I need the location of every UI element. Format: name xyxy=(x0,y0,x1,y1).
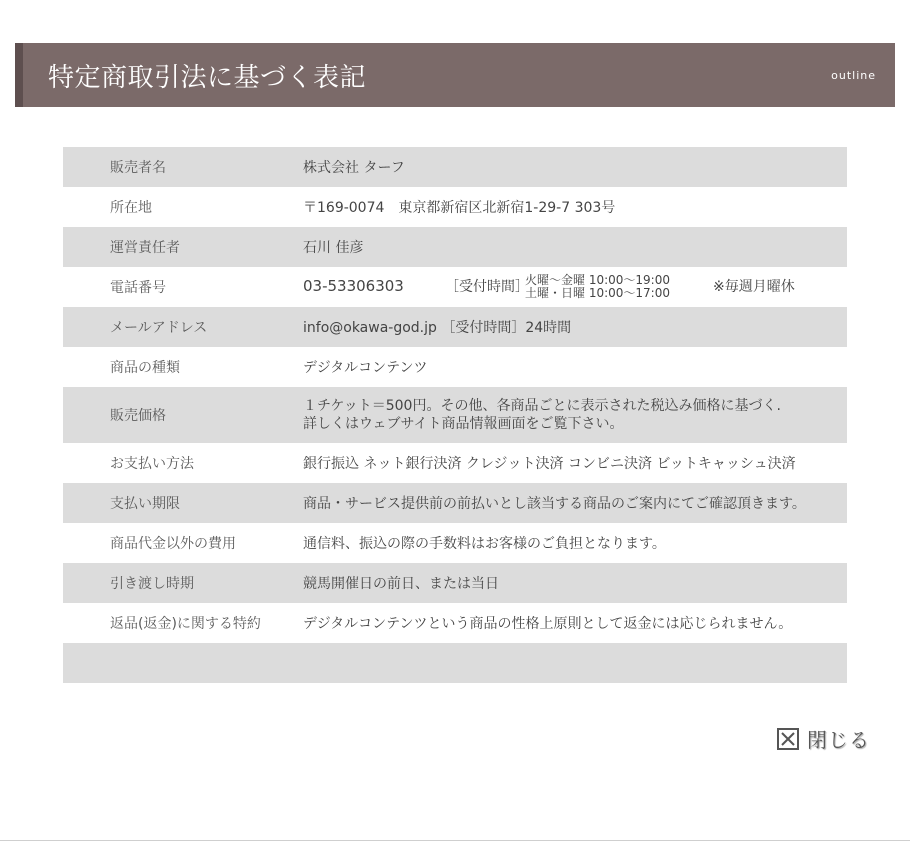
price-line-2: 詳しくはウェブサイト商品情報画面をご覧下さい。 xyxy=(303,416,624,432)
row-value: info@okawa-god.jp ［受付時間］24時間 xyxy=(303,320,572,336)
page-subtitle: outline xyxy=(831,69,876,82)
row-value: 商品・サービス提供前の前払いとし該当する商品のご案内にてご確認頂きます。 xyxy=(303,496,806,512)
row-label: 販売価格 xyxy=(110,408,166,424)
row-label: お支払い方法 xyxy=(110,456,194,472)
row-value xyxy=(303,274,847,300)
table-row-price xyxy=(63,387,847,443)
row-label: 販売者名 xyxy=(110,160,166,176)
row-label: 運営責任者 xyxy=(110,240,180,256)
row-value: 通信料、振込の際の手数料はお客様のご負担となります。 xyxy=(303,536,666,552)
info-table xyxy=(63,147,847,683)
phone-hours-label: ［受付時間］ xyxy=(445,279,529,295)
table-row-phone xyxy=(63,267,847,307)
row-value: 株式会社 ターフ xyxy=(303,160,405,176)
phone-note: ※毎週月曜休 xyxy=(713,279,795,295)
row-label: 電話番号 xyxy=(110,280,166,296)
row-label: 引き渡し時期 xyxy=(110,576,194,592)
table-row-email xyxy=(63,307,847,347)
row-value: 銀行振込 ネット銀行決済 クレジット決済 コンビニ決済 ビットキャッシュ決済 xyxy=(303,456,796,472)
divider xyxy=(0,840,910,841)
phone-number: 03-53306303 xyxy=(303,277,404,295)
table-row-empty xyxy=(63,643,847,683)
row-label: 支払い期限 xyxy=(110,496,180,512)
page-header xyxy=(15,43,895,107)
phone-hours xyxy=(525,274,713,300)
close-button[interactable] xyxy=(777,724,870,753)
price-line-1: １チケット＝500円。その他、各商品ごとに表示された税込み価格に基づく. xyxy=(303,398,781,414)
row-value: デジタルコンテンツという商品の性格上原則として返金には応じられません。 xyxy=(303,616,793,632)
table-row-manager xyxy=(63,227,847,267)
table-row-refund xyxy=(63,603,847,643)
row-value xyxy=(303,397,847,433)
row-label: 商品代金以外の費用 xyxy=(110,536,236,552)
phone-hours-weekday: 火曜～金曜 10:00～19:00 xyxy=(525,273,670,287)
table-row-payment-deadline xyxy=(63,483,847,523)
row-value: 石川 佳彦 xyxy=(303,240,364,256)
table-row-seller xyxy=(63,147,847,187)
row-label: 返品(返金)に関する特約 xyxy=(110,616,261,632)
table-row-payment-method xyxy=(63,443,847,483)
page-title: 特定商取引法に基づく表記 xyxy=(48,63,367,93)
close-icon xyxy=(777,728,799,750)
row-label: 所在地 xyxy=(110,200,152,216)
row-value: 競馬開催日の前日、または当日 xyxy=(303,576,499,592)
table-row-product-type xyxy=(63,347,847,387)
row-label: 商品の種類 xyxy=(110,360,180,376)
row-value: デジタルコンテンツ xyxy=(303,360,428,376)
close-button-label: 閉じる xyxy=(807,728,870,752)
row-label: メールアドレス xyxy=(110,320,208,336)
table-row-other-costs xyxy=(63,523,847,563)
row-value: 〒169-0074 東京都新宿区北新宿1-29-7 303号 xyxy=(303,200,616,216)
table-row-delivery xyxy=(63,563,847,603)
table-row-address xyxy=(63,187,847,227)
phone-hours-weekend: 土曜・日曜 10:00～17:00 xyxy=(525,286,670,300)
